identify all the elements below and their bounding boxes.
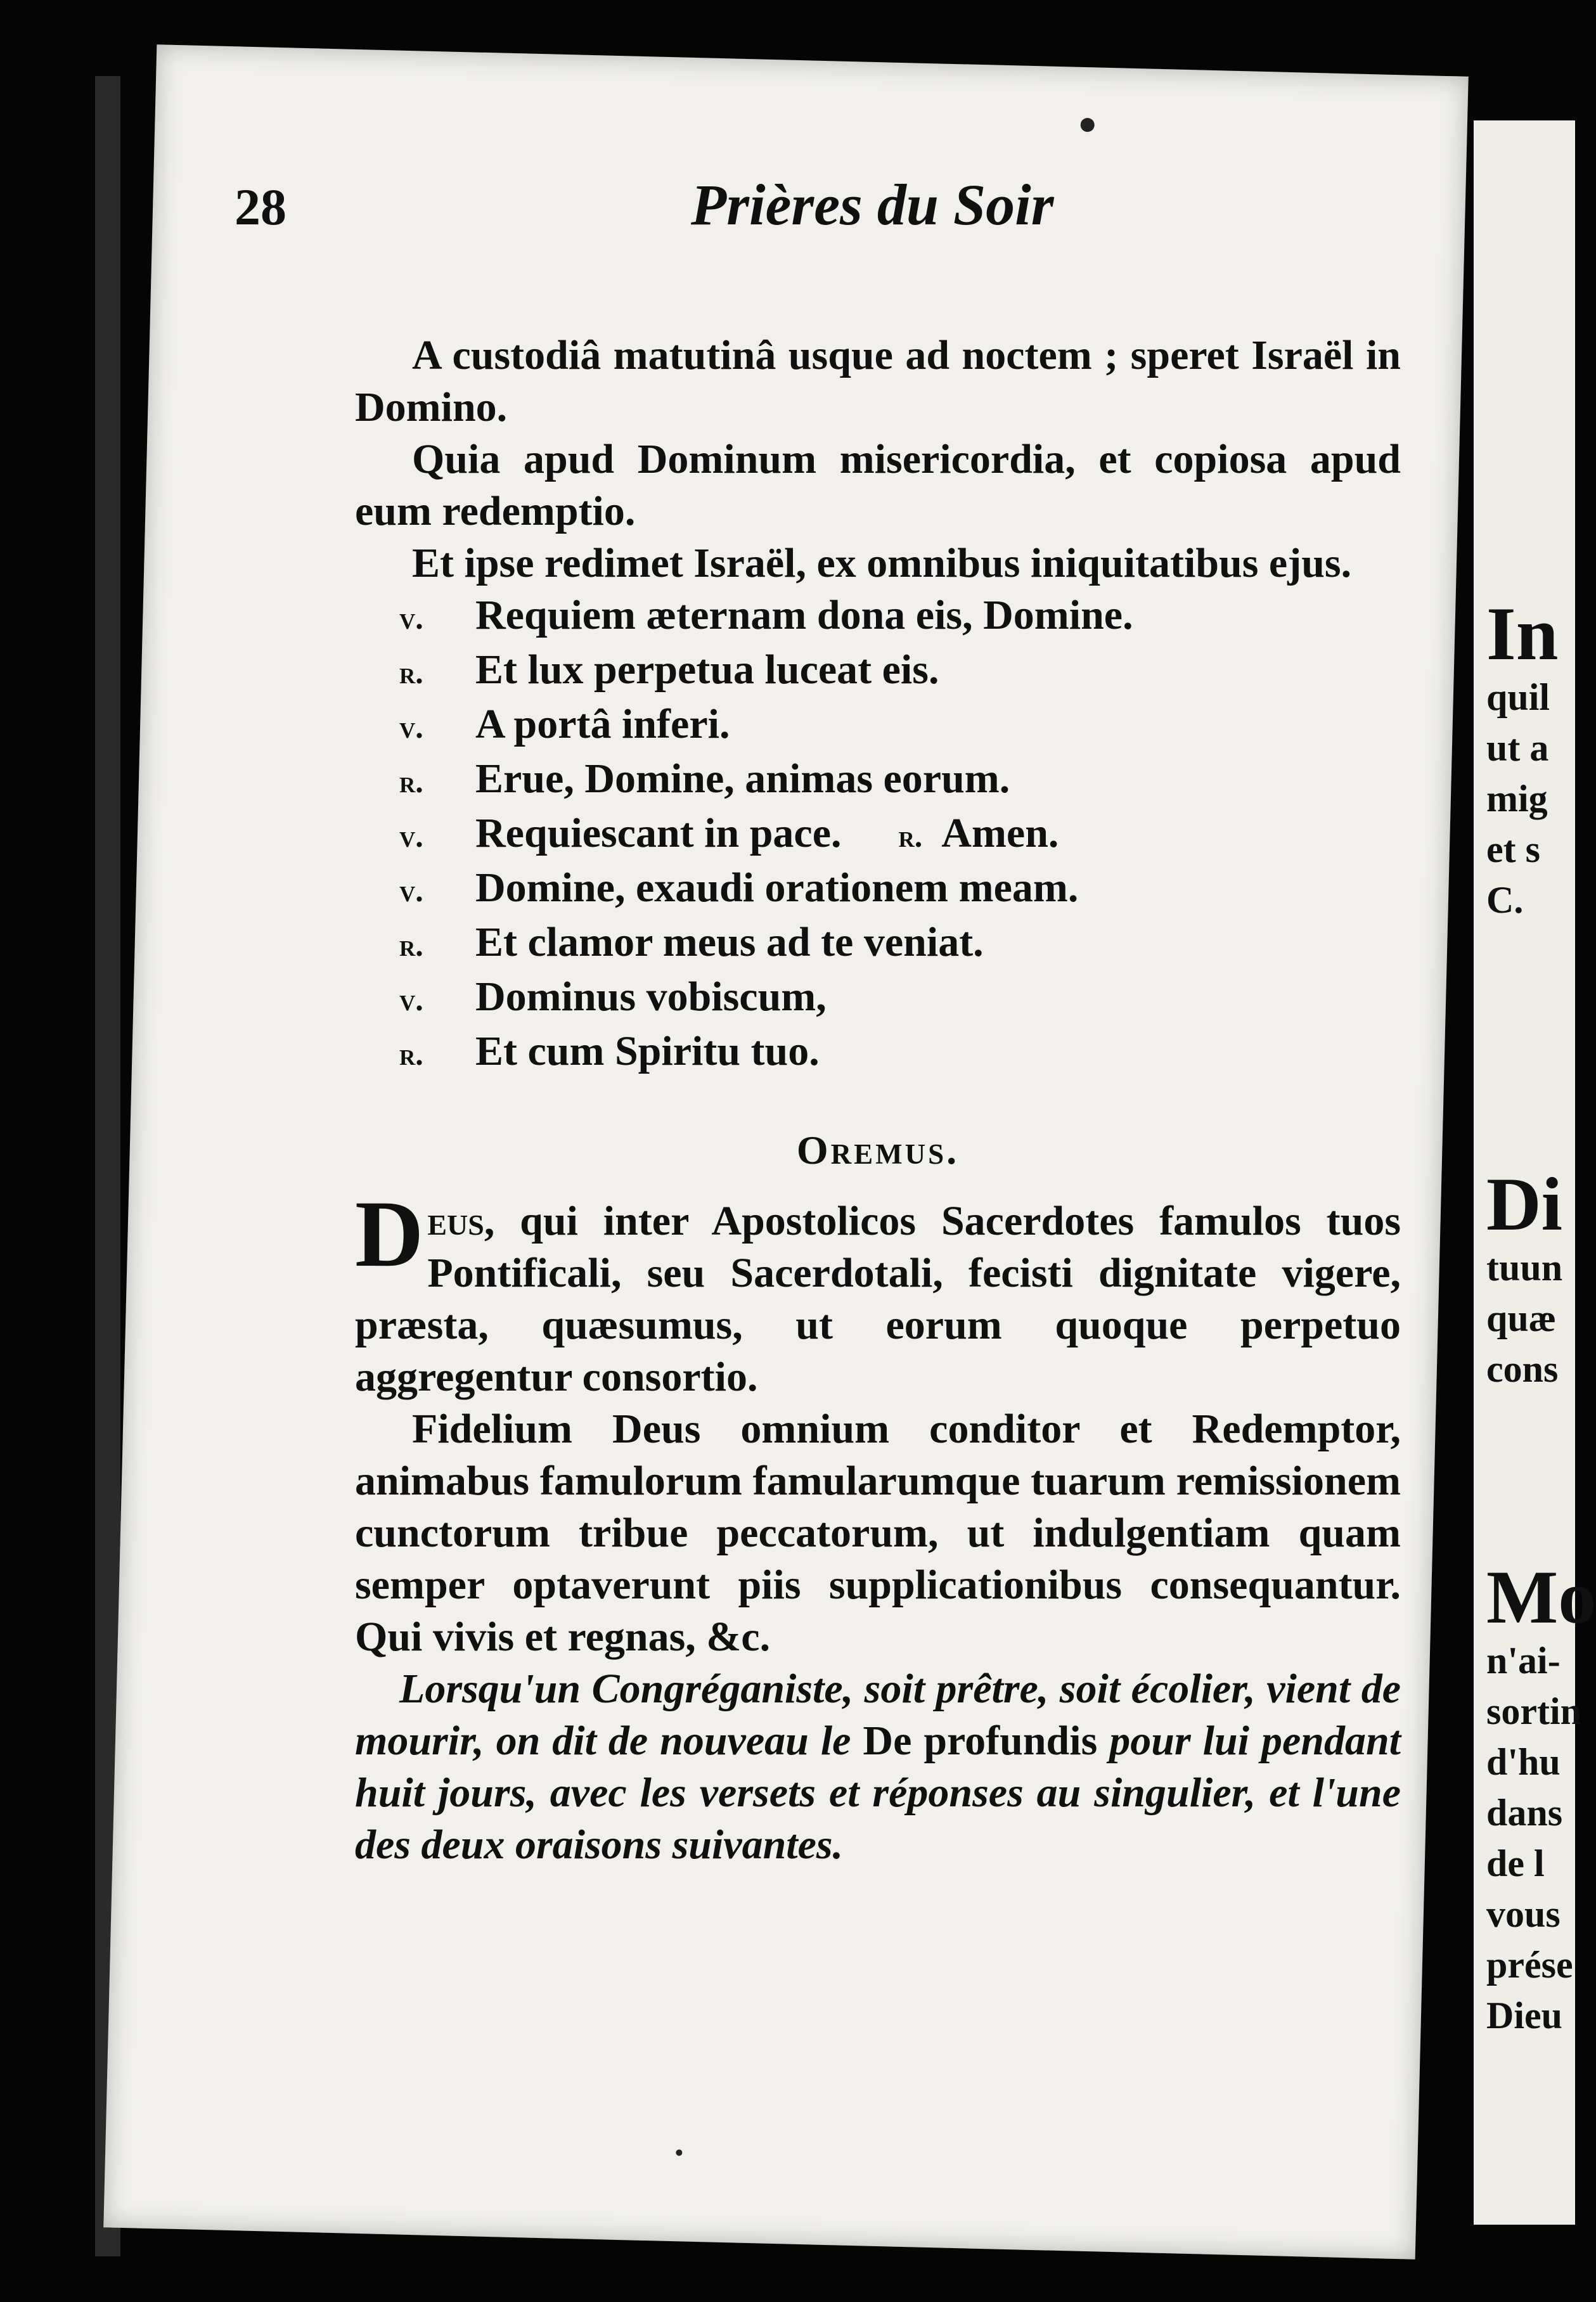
versicle: [355, 862, 1401, 916]
versicle: [355, 698, 1401, 753]
next-line: quæ: [1486, 1297, 1557, 1339]
ink-speck: [1080, 118, 1095, 132]
page-number: 28: [235, 178, 286, 236]
prayer-fidelium: Fidelium Deus omnium conditor et Redemptor, animabus famulorum famularumque tuarum remissionem cunctorum tribue peccatorum, ut indulgentiam quam semper optaverunt piis supplicationibus consequantur. Qui vivis et regnas, &c.: [355, 1406, 1401, 1660]
response-text: Erue, Domine, animas eorum.: [475, 756, 1010, 802]
response-mark: r.: [399, 764, 423, 799]
versicle-text: A portâ inferi.: [475, 701, 730, 747]
next-line: vous: [1486, 1893, 1561, 1935]
prayer-smallcaps: eus: [427, 1198, 484, 1244]
versicle: [355, 589, 1401, 644]
versicle-mark: v.: [399, 982, 423, 1017]
next-line: sortin: [1486, 1690, 1581, 1732]
response-text: Et clamor meus ad te veniat.: [475, 919, 984, 965]
drop-cap: D: [355, 1181, 424, 1287]
psalm-verse: A custodiâ matutinâ usque ad noctem ; speret Israël in Domino.: [355, 332, 1401, 430]
versicle-mark: v.: [399, 873, 423, 908]
psalm-verse: Et ipse redimet Israël, ex omnibus iniquitatibus ejus.: [412, 540, 1352, 586]
response: [355, 916, 1401, 971]
psalm-verse: Quia apud Dominum misericordia, et copiosa apud eum redemptio.: [355, 436, 1401, 534]
next-line: n'ai-: [1486, 1640, 1561, 1681]
response-mark: r.: [399, 1036, 423, 1072]
response: [355, 1026, 1401, 1080]
versicle-text: Domine, exaudi orationem meam.: [475, 865, 1079, 911]
next-drop-cap: In: [1486, 591, 1559, 676]
response-mark: r.: [898, 818, 923, 854]
oremus-heading: Oremus.: [796, 1128, 960, 1173]
facing-page-fragment: [1474, 120, 1596, 2225]
next-line: quil: [1486, 676, 1550, 718]
prayer-text: , qui inter Apostolicos Sacerdotes famulos tuos Pontificali, seu Sacerdotali, fecisti dignitate vigere, præsta, quæsumus, ut eorum quoque perpetuo aggregentur consortio.: [355, 1198, 1401, 1400]
versicle: [355, 807, 1401, 862]
next-line: prése: [1486, 1944, 1573, 1986]
versicle-text: Requiescant in pace.: [475, 810, 842, 856]
prayer-deus: [355, 1181, 1401, 1403]
next-line: tuun: [1486, 1247, 1563, 1289]
response-mark: r.: [399, 927, 423, 963]
response-text: Et cum Spiritu tuo.: [475, 1028, 820, 1074]
next-line: ut a: [1486, 727, 1549, 769]
versicle-text: Requiem æternam dona eis, Domine.: [475, 592, 1133, 638]
next-drop-cap: Di: [1486, 1162, 1562, 1246]
running-title: Prières du Soir: [691, 172, 1054, 237]
response: [355, 753, 1401, 807]
versicle-list: [355, 589, 1401, 1080]
rubric-de-profundis: De profundis: [863, 1718, 1098, 1764]
versicle-mark: v.: [399, 818, 423, 854]
ink-speck: [676, 2149, 682, 2156]
rubric-text: pour lui pendant huit jours, avec les versets et réponses au singulier, et l'une des deux oraisons suivantes.: [355, 1718, 1401, 1868]
versicle-mark: v.: [399, 600, 423, 636]
versicle-mark: v.: [399, 709, 423, 745]
next-line: mig: [1486, 778, 1548, 820]
next-drop-cap: Mo: [1486, 1555, 1596, 1639]
rubric: [355, 1663, 1401, 1871]
response-text: Amen.: [941, 810, 1059, 856]
next-line: Dieu: [1486, 1995, 1562, 2036]
page-body: [355, 330, 1401, 1871]
versicle-text: Dominus vobiscum,: [475, 974, 827, 1020]
next-line: dans: [1486, 1792, 1563, 1834]
next-line: d'hu: [1486, 1741, 1561, 1783]
response-text: Et lux perpetua luceat eis.: [475, 646, 939, 693]
next-line: et s: [1486, 828, 1540, 870]
response: [355, 644, 1401, 698]
versicle: [355, 971, 1401, 1026]
response-mark: r.: [399, 655, 423, 690]
page-header: [235, 158, 1223, 260]
next-line: C.: [1486, 879, 1524, 921]
next-line: cons: [1486, 1348, 1559, 1390]
rubric-text: Lorsqu'un Congréganiste, soit prêtre, soit écolier, vient de mourir, on dit de nouveau le: [355, 1666, 1401, 1764]
next-line: de l: [1486, 1842, 1545, 1884]
